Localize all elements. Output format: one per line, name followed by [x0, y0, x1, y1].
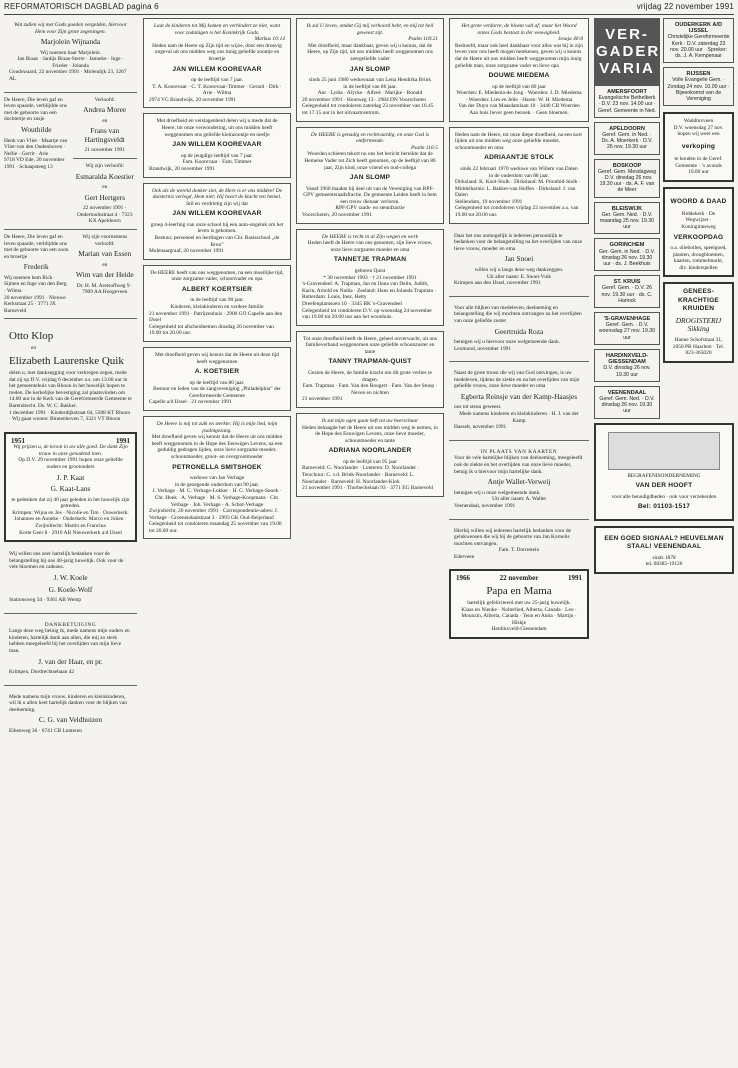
notice-name: J. W. Koele [53, 573, 88, 582]
notice-name: JAN WILLEM KOOREVAAR [172, 141, 262, 149]
notice-name: Andrea Moree [83, 105, 127, 115]
meeting-place: VEENENDAAL [607, 389, 647, 396]
notice-address: Van der Duyn van Maasdamlaan 10 · 3440 CB Woerden [458, 103, 580, 110]
notice-heading: IN PLAATS VAN KAARTEN [480, 448, 558, 455]
notice-name: Esmaralda Koestier [75, 171, 134, 181]
meeting-details: Ger. Gem. Ned. · D.V. maandag 25 nov. 19.30 uur [599, 211, 655, 231]
notice-parents: Wij noemen hem Rick · Sijmen en Inge van den Berg · Wilma [4, 274, 67, 294]
meeting-place: ST. KRUIS [613, 279, 641, 286]
notice-address: Dreefenplantsoen 10 · 3345 BK 's-Gravendeel [302, 300, 402, 307]
ad-word: WOORD [670, 197, 698, 205]
notice-age: in de leeftijd van 86 jaar. [343, 83, 397, 90]
vergader-right [663, 18, 734, 423]
notice-age: op de leeftijd van 7 jaar. [190, 77, 244, 84]
notice-quote: Wat zullen wij met Gods goeden vergelden, hiervoor Hem voor Zijn grote zegeningen. [14, 22, 127, 35]
notice-address: Stationsweg 34 · 9361 AB Wemp [9, 597, 82, 603]
divider [4, 92, 137, 93]
notice-family: 's-Gravendeel: A. Trapman, Jan en Ilona van Delin, Judith, Karin, Arnold en Nadia · Zeeland: Hans en Jolanda Trapman · Rotterdam: Louis, Inez, Hetty [302, 281, 437, 301]
notice-address: Molenaargraaf, 20 november 1991 [149, 248, 224, 255]
meeting-place: OUDERKERK A/D IJSSEL [674, 22, 723, 35]
notice-death-miedema [449, 18, 589, 122]
notice-row-2 [4, 234, 137, 314]
notice-address: Krimpen, Dordrechtsebaan 42 [9, 669, 75, 676]
ad-word: DAAD [706, 197, 727, 205]
meeting-details: Volle Evangelie Gem. · Zondag 24 nov. 10.00 uur · Bijeenkomst van de Vereniging [667, 77, 730, 103]
notice-family: Ant · Lydia · Alycke · Alfred · Marijke · Ronald [317, 90, 423, 97]
divider [4, 318, 137, 319]
notice-text: Tot onze droefheid heeft de Heere, geheel onverwacht, uit ons familieverband weggenomen onze geliefde schoonzuster en tante [303, 335, 437, 355]
notice-quote: Ook als de wereld donker ziet, de Here is er ons midden! De duisternis verlegd, Hem niet; Hij hoort de klacht ten hemel. [152, 187, 282, 201]
notice-name: G. Koele-Wolf [48, 584, 93, 594]
notice-text: Mede namens mijn vrouw, kinderen en kleinkinderen, wil ik u allen heel hartelijk danken voor de blijken van deelneming. [9, 693, 127, 713]
notice-address: Krimpen aan den IJssel, november 1991 [454, 280, 541, 287]
meeting-details: Christelijke Gereformeerde Kerk · D.V. zaterdag 23 nov. 20.00 uur · Spreker: ds. J. A. Kempenaar [667, 34, 730, 60]
vergader-left [594, 18, 660, 423]
notice-age: op de jeugdige leeftijd van 7 jaar. [181, 152, 253, 159]
notice-name: Wim van der Heide [75, 270, 134, 280]
notice-name: PETRONELLA SMITSHOEK [172, 463, 262, 471]
meeting-place: RIJSSEN [686, 71, 711, 78]
notice-name: Geertruida Roza [494, 326, 544, 336]
notice-name: J. van der Haar, en pr. [38, 656, 103, 666]
notice-address: Dr. H. M. Aretsoffweg 9 · 7909 AA Hoogeveen [76, 282, 133, 296]
notice-text: De Heere, Die leven gaf en leven spaarde, verblijdde ons met de geboorte van een dochtertje en zusje [4, 96, 67, 123]
notice-age: op de leeftijd van 95 jaar [343, 458, 397, 465]
notice-death-trapman-2 [296, 331, 444, 408]
notice-name: JAN SLOMP [349, 174, 391, 182]
notice-name: TANNY TRAPMAN-QUIST [328, 358, 412, 366]
notice-subtitle: betuigen wij u hiervoor onze welgemeende dank. [454, 339, 561, 345]
divider [73, 158, 138, 159]
notice-age: in de leeftijd van 90 jaar. [190, 297, 244, 304]
divider [449, 296, 589, 297]
notice-birth-marjolein [4, 18, 137, 87]
notice-death-koorevaar-1 [143, 18, 291, 108]
notice-parents: Wij noemen haar Marjolein. [40, 49, 101, 56]
meeting-item [594, 349, 660, 382]
notice-text: groep 4-leerling van onze school bij een auto-ongeluk om het leven is gekomen. [150, 221, 284, 235]
meeting-place: HARDINXVELD-GIESSENDAM [605, 352, 649, 366]
meeting-item [594, 122, 660, 155]
meeting-details: Geref. Gem. in Ned. · Ds. A. Moerkerk · D.V. 26 nov. 19.30 uur [601, 132, 653, 151]
notice-text: Heden behaagde het de Heere uit ons midden weg te nemen, in de Hope des Eeuwigen Levens, onze lieve moeder, schoonmoeder en tante [302, 424, 438, 444]
notice-family: Fam. Koorevaar · Fam. Timmer [182, 159, 252, 166]
notice-age: in de ouderdom van 88 jaar. [488, 172, 550, 179]
notice-name: C. G. van Veldhuizen [38, 715, 103, 725]
notice-death-slomp-1 [296, 18, 444, 122]
notice-text: Woorden schieten tekort nu ons het bericht bereikte dat de Hemelse Vader tot Zich heeft genomen, op de leeftijd van 86 jaar, Zijn kind, onze vriend en oud-collega [304, 151, 436, 171]
notice-name: JAN WILLEM KOOREVAAR [172, 210, 262, 218]
notice-name: TANNETJE TRAPMAN [333, 256, 407, 264]
meeting-details: Geref. Gem. · D.V. woensdag 27 nov. 19.30 uur [598, 322, 656, 341]
meeting-item [594, 202, 660, 235]
divider [449, 519, 589, 520]
notice-name: ADRIAANTJE STOLK [484, 154, 554, 162]
notice-quote: Het grote verdorre, de bloem valt af; maar het Woord onzes Gods bestaat in der eeuwigheid. [461, 23, 577, 36]
notice-heading: DANKBETUIGING [44, 621, 97, 628]
notice-text: Stil en verdrietig zijn wij dat [186, 200, 248, 207]
notice-family: Kinderen, kleinkinderen en verdere familie [170, 304, 264, 311]
meeting-place: BLEISWIJK [611, 205, 643, 212]
meeting-place: GORINCHEM [609, 242, 645, 249]
ad-text: voor alle benodigdheden · ook voor verzekerden [611, 493, 717, 500]
notice-address: 2974 VG Brandwijk, 20 november 1991 [149, 96, 237, 103]
ad-begrafenis [594, 423, 734, 521]
page-header [4, 2, 734, 15]
notice-name: JAN SLOMP [349, 65, 391, 73]
divider [4, 229, 137, 230]
notice-family: Bestuur, personeel en leerlingen van Chr. Basisschool „de Bron” [154, 234, 280, 248]
notice-name: ALBERT KOERTSIER [181, 285, 253, 293]
notice-address: 21 november 1991 · Patrijzenhuis · 2900 GO Capelle aan den IJssel [149, 310, 283, 324]
ad-text: Riddekerk · De Wegwijzer · Koninginneweg [681, 210, 716, 230]
notice-death-koorevaar-2 [143, 113, 291, 177]
notice-thanks-koele [4, 547, 137, 607]
ad-headline: VERKOOPDAG [673, 233, 724, 241]
notice-thanks-vanderkamp [449, 366, 589, 435]
ad-text: o.a. oliebollen, speelgoed, planten, droogbloemen, kaarten, rommelmarkt, div. kinderspellen [670, 245, 727, 271]
notice-address: Stellendam, 19 november 1991 [455, 198, 523, 205]
notice-and: en [102, 184, 108, 191]
ad-headline: KRACHTIGE [678, 296, 719, 304]
notice-thanks-veldhuizen [4, 690, 137, 739]
notice-address: Capelle a/d IJssel · 21 november 1991 [149, 399, 232, 406]
notice-name: Marian van Essen [78, 249, 132, 259]
anniversary-years [456, 575, 582, 582]
meeting-details: Ger. Gem. in Ned. · D.V. dinsdag 26 nov. 19.30 uur · ds. J. Beekhuis [598, 248, 656, 268]
notice-text: Langs deze weg betuig ik, mede namens mijn ouders en kinderen, hartelijk dank aan allen, die mij zo sterk hebben meegeleefd bij het overlijden van mijn lieve man. [9, 628, 130, 654]
notice-thanks-wallet [449, 445, 589, 514]
notice-subtitle: weduwe van Jan Verhage [189, 475, 245, 482]
notice-text: De HEERE heeft van ons weggenomen, na een moeilijke tijd, onze zorgzame vader, schoonvader en opa [150, 269, 284, 283]
notice-text: Op D.V. 29 november 1991 hopen onze geliefde ouders en grootouders [18, 457, 123, 471]
notice-death-koorevaar-3 [143, 183, 291, 260]
year-start: 1951 [11, 436, 25, 445]
ad-phone: tel. 08385-19126 [645, 561, 683, 568]
notice-anniversary-papa-mama [449, 569, 589, 639]
notice-name: Frederik [23, 262, 49, 272]
meeting-item [594, 159, 660, 198]
notice-quote: Ik zal mijn ogen gaan heft tot uw heerschaar [321, 417, 419, 424]
notice-subtitle: sinds 25 juni 1980 weduwnaar van Lena Hendrika Brink [308, 77, 432, 84]
notice-birth-wouthilde [4, 97, 69, 225]
notice-name: DOUWE MIEDEMA [488, 72, 550, 80]
meeting-details: Geref. Gem. Ned. · D.V. dinsdag 26 nov. 19.30 uur [599, 395, 655, 415]
notice-family: J. Verhage · M. C. Verhage-Lokker · H. C. Verhage-Snoek · Chr. Hoek · A. Verhage · M. S. Verhage-Koopmans · Chr. Verhage · Joh. Verhage · A. Schot-Verhage [152, 488, 282, 508]
vergader-varia-logo [594, 18, 660, 85]
notice-address: 20 november 1991 · Nieuwe Kerkstraat 25 · 3771 JX Barneveld [4, 294, 66, 314]
notice-age: op de leeftijd van 80 jaar. [189, 379, 245, 386]
notice-address: Eibenweg 36 · 6741 CB Lunteren [9, 727, 82, 734]
divider [449, 440, 589, 441]
notice-text: Gelegenheid tot condoleren D.V. op woensdag 24 november van 19.00 tot 20.00 uur aan het woonhuis. [302, 307, 432, 321]
notice-address: Hasselt, november 1991 [454, 424, 507, 431]
notice-family: Jan Braas · Janlijs Braas-Sterre · Janneke · Inge · Frieder · Jolanda [17, 56, 124, 69]
notice-name: Otto Klop [9, 330, 54, 343]
notice-address: 20 november 1991 · Houtweg 13 · 2984 DN Voorschoten [302, 96, 426, 103]
notice-name: G. Kaat-Lans [50, 484, 91, 494]
meeting-place: BOSKOOP [612, 162, 642, 169]
notice-death-noorlander [296, 413, 444, 497]
ad-brand: DROGISTERIJ Sikking [675, 315, 722, 334]
ad-address: Hanne Schofstraat 31, 2050 PB Haarlem · Tel. 023-365020 [672, 336, 725, 357]
notice-text: Daar het ons onmogelijk is iedereen persoonlijk te bedanken voor de belangstelling na het overlijden van onze lieve vrouw, moeder en oma [454, 232, 583, 252]
notice-quote: Laat de kinderen tot Mij komen en verhindert ze niet, want voor zodanigen is het Koninkrijk Gods. [153, 23, 281, 36]
notice-reference: Psalm 118:21 [408, 36, 438, 43]
ad-title: Waddinxveen [683, 118, 714, 125]
notice-address: Lexmond, november 1991 [454, 345, 512, 352]
notice-name: Wouthilde [20, 125, 52, 135]
house-illustration [608, 432, 720, 470]
meeting-details: D.V. dinsdag 26 nov. 19.30 uur [603, 365, 651, 378]
notice-address: Korte Geer 8 · 2910 AB Nieuwerkerk a/d IJssel [19, 529, 122, 536]
notice-family: Bestuur en leden van de zangvereniging „Philadelphia” der Gereformeerde Gemeente [153, 386, 281, 399]
meeting-place: AMERSFOORT [607, 89, 647, 95]
notice-address: 21 november 1991 · Thorbeckelaan 93 · 3771 EG Barneveld [302, 485, 433, 492]
notice-name: Marjolein Wijnanda [40, 37, 101, 47]
notice-family: T. A. Koorevaar · C. T. Koorevaar-Timmer · Gerard · Dirk · Arie · Wilma [152, 83, 282, 97]
notice-subtitle: ons tot steun geweest. [454, 404, 502, 411]
notice-family: RPF/GPV raads- en steunfractie [335, 205, 405, 212]
ad-sikking [663, 282, 734, 362]
notice-name: J. P. Kaat [56, 472, 85, 482]
ad-text: te houden in de Geref. Gemeente · ’s avonds 19.00 uur [674, 156, 723, 176]
column-5 [594, 18, 734, 1062]
notice-age: in de gezegende ouderdom van 90 jaar. [174, 481, 260, 488]
notice-quote: De HEERE is genadig en rechtvaardig, en onze God is ontfermende. [310, 131, 430, 145]
notice-subtitle: geboren Quist [354, 267, 386, 274]
notice-family: Uit aller naam: E. Snoei-Vuik [486, 273, 552, 280]
notice-family: Fam. Trapman · Fam. Van den Boogert · Fam. Van der Stoep · Neven en nichten [302, 383, 438, 396]
notice-text: Aan huis liever geen bezoek. · Geen bloemen. [469, 110, 569, 117]
notice-death-koetsier [143, 347, 291, 411]
notice-text: Bedroefd, maar ook heel dankbaar voor alles wat hij in zijn leven voor ons heeft mogen betekenen, geven wij u kennis dat de Heere uit ons midden heeft weggenomen mijn innig geliefde man, onze zorgzame vader en lieve opa [455, 42, 583, 69]
ad-woord-en-daad [663, 187, 734, 278]
notice-quote: Ik zal U loven, omdat Gij mij verhoord hebt, en mij tot heil geweest zijt. [306, 23, 434, 36]
notice-family: Uit aller naam: A. Wallet [492, 496, 546, 503]
ad-title: BEGRAFENISONDERNEMING [627, 472, 701, 479]
meeting-item [663, 18, 734, 63]
ad-headline: verkoping [681, 143, 716, 151]
notice-quote: De HEERE is recht in al Zijn wegen en werk [321, 233, 419, 240]
notice-text: Heden nam de Heere, tot onze diepe droefheid, na een kort lijden uit ons midden weg onze geliefde moeder, schoonmoeder en oma [455, 131, 582, 151]
notice-text: Gelegenheid tot condoleren zaterdag 23 november van 16.45 tot 17.15 uur in het uitvaartcentrum. [302, 103, 434, 117]
notice-text: te gedenken dat zij 40 jaar geleden in het huwelijk zijn getreden. [11, 496, 130, 510]
notice-text: Met droefheid en verslagenheid delen wij u mede dat de Heere, tot onze verwondering, uit ons midden heeft weggenomen ons geliefde kleinzoontje en neefje [156, 118, 278, 138]
notice-address: Zwijndrecht, 20 november 1991 · Correspondentie-adres: J. Verhage · Groenendaalstraat 3 · 2993 GK Oud-Beijerland [149, 508, 279, 521]
column-4 [449, 18, 589, 1062]
notice-and: en [102, 261, 108, 268]
notice-family: Dirksland: K. Kool-Stolk · Dirksland: M. Pronthid-Stolk · Middelharnis: L. Bakker-van Hoffen · Dirksland: J. van Dalen [455, 179, 581, 199]
notice-name: Frans van Hartingsveldt [84, 126, 125, 144]
column-2 [143, 18, 291, 1062]
notice-name: Antje Wallet-Verweij [487, 477, 551, 487]
notice-reference: Jesaja 40:8 [557, 36, 583, 43]
notice-address: Voorschoten, 20 november 1991 [302, 212, 372, 219]
notice-text: delen u, met dankzegging voor verkregen zegen, mede dat zij op D.V. vrijdag 6 december a.s. om 13.00 uur in het gemeentehuis van Rhoon in het huwelijk hopen te treden. De kerkelijke bevestiging zal plaatsvinden om 14.00 uur in de Kerk van de Gereformeerde Gemeente te Barendrecht. Ds. W. C. Bakker. [9, 369, 132, 409]
meeting-item [594, 238, 660, 271]
divider [449, 361, 589, 362]
brand-line: VER- [605, 26, 649, 43]
notice-text: Voor de vele hartelijke blijken van deelneming, meegeleefd ook de ziekte en het overlijden van onze lieve moeder, betuig ik u hiervoor mijn hartelijke dank. [454, 455, 583, 475]
column-3 [296, 18, 444, 1062]
notice-death-smitshoek [143, 416, 291, 539]
year-start: 1966 [456, 574, 470, 583]
notice-reference: Markus 10:14 [254, 36, 285, 43]
notice-name: ADRIANA NOORLANDER [328, 447, 412, 455]
notice-death-trapman-1 [296, 229, 444, 326]
notice-address: Hardinxveld-Giessendam [491, 626, 547, 633]
notice-text: hartelijk gefeliciteerd met uw 25-jarig huwelijk. [467, 600, 571, 607]
notice-row-1 [4, 97, 137, 225]
notice-family: Woerden: E. Miedema-de Jong · Woerden: J. D. Miedema · Woerden: Lies en Jelle · Haren: W. H. Miedema [456, 90, 582, 103]
notice-text: Voor alle blijken van medeleven, deelneming en belangstelling die wij mochten ontvangen na het overlijden van onze geliefde zuster [454, 304, 582, 324]
notice-age: op de leeftijd van 80 jaar [492, 83, 546, 90]
notice-text: Met droefheid geven wij kennis dat de Heere uit ons midden heeft weggenomen in de Hope des Eeuwigen Levens, na een geduldig gedragen lijden, onze lieve zorgzame moeder, schoonmoeder, groot- en overgrootmoeder [151, 434, 283, 461]
year-end: 1991 [116, 436, 130, 445]
notice-heading: Wij zijn verloofd: [85, 162, 124, 169]
notice-text: Wij willen ons zeer hartelijk bedanken voor de belangstelling bij ons 40-jarig huwelijk. Ook voor de vele bloemen en cadeaus. [9, 551, 124, 571]
ad-headline: KRUIDEN [682, 305, 715, 313]
notice-text: Gelegenheid tot condoleren maandag 25 november van 19.00 tot 20.00 uur. [149, 521, 282, 534]
notice-address: 21 november 1991 [302, 396, 343, 403]
notice-birth-frederik [4, 234, 69, 314]
ad-headline: EEN GOED SIGNAAL? HEUVELMAN STAAL! VEENENDAAL [604, 534, 724, 551]
ad-headline: GENEES- [682, 288, 715, 296]
meeting-item [594, 275, 660, 308]
notice-and: en [31, 345, 37, 352]
meeting-place: 'S-GRAVENHAGE [603, 316, 651, 323]
ad-since: sinds 1878 [652, 554, 676, 561]
meeting-item [594, 312, 660, 345]
ad-headline: VAN DER HOOFT [635, 482, 693, 490]
meeting-details: Evangelische Bethelkerk · D.V. 23 nov. 14.00 uur · Geref. Gemeente in Ned. [598, 95, 656, 114]
notice-text: Heden heeft de Heere van ons genomen, zijn lieve vrouw, onze lieve zorgzame moeder en oma [307, 240, 433, 253]
notice-text: Gezien de Heere, de familie kracht om dit grote verlies te dragen. [308, 369, 432, 383]
notice-text: Gelegenheid tot afscheidnemen dinsdag 26 november van 19.00 tot 20.00 uur. [149, 323, 274, 337]
anniversary-years [11, 438, 130, 445]
notice-text: Naast de grote troost die wij van God ontvingen, is uw medeleven, tijdens de ziekte en na het overlijden van mijn geliefde vrouw, onze lieve moeder en oma [454, 370, 580, 390]
divider [4, 685, 137, 686]
notice-death-stolk [449, 127, 589, 224]
meeting-item [594, 85, 660, 118]
notice-engagement-marian [73, 234, 138, 314]
notice-text: Gelegenheid tot condoleren vrijdag 22 november a.s. van 19.00 tot 20.00 uur. [455, 205, 579, 219]
notice-heading: Wij zijn voornemens verloofd: [82, 233, 128, 247]
notice-thanks-haar [4, 618, 137, 680]
notice-name: JAN WILLEM KOOREVAAR [172, 65, 262, 73]
meeting-details: Geref. Gem. Mesdagweg · D.V. dinsdag 26 nov. 19.30 uur · ds. A. F. van de Meer [598, 168, 656, 194]
notice-name: Gert Hertgers [84, 192, 125, 202]
ad-text: D.V. woensdag 27 nov. hopen wij weer een [673, 124, 724, 138]
notice-text: De Heere, Die leven gaf en leven spaarde, verblijdde ons met de geboorte van een zoon en broertje [4, 233, 69, 260]
column-1 [4, 18, 137, 1062]
notice-reference: Psalm 116:5 [411, 144, 438, 151]
notice-quote: Wij prijzen u, de kroon in uw alle goed. De dank Zijn trouw in onze genadend toen. [13, 444, 128, 457]
notice-engagement-andrea [73, 97, 138, 225]
notice-subtitle: betuigen wij u onze welgemeende dank. [454, 489, 541, 496]
notice-text: Hierbij willen wij iedereen hartelijk bedanken voor de gelukwensen die wij bij de geboorte van Jan Kornelis mochten ontvangen. [454, 527, 571, 547]
notice-quote: De Heere is mij tot zulk en sterkte; Hij is mijn lied, mijn psalmgezang. [156, 421, 278, 434]
ad-ampersand: & [699, 197, 705, 205]
notice-name: Papa en Mama [486, 585, 552, 598]
meeting-item [663, 67, 734, 106]
brand-line: VARIA [599, 60, 655, 77]
notice-address: 1 december 1991 · Kinderdijkstraat 64, 5308 KT Rhoon · Wij gaan wonen: Binnenhoven 7, 3321 VT Rhoon [9, 409, 131, 423]
notice-name: Egberta Reinsje van der Kamp-Haasjes [460, 391, 578, 401]
meeting-place: APELDOORN [609, 125, 645, 132]
notice-wedding-klop [4, 323, 137, 426]
notice-address: Goudswaard, 22 november 1991 · Molendijk 23, 3267 AL [9, 69, 127, 83]
notice-date: 21 november 1991 [84, 147, 125, 154]
notice-thanks-roza [449, 301, 589, 356]
notice-address: Brandwijk, 20 november 1991 [149, 165, 215, 172]
notice-dates: * 30 november 1903 · † 21 november 1991 [323, 274, 417, 281]
notice-address: Ederveen [454, 553, 475, 560]
notice-anniversary-kaat [4, 432, 137, 543]
anniversary-date: 22 november [499, 574, 539, 583]
notice-parents: Henk van Vliet · Maartje van Vliet-van den Oudenhoven · Nellie · Gerrit · Arie [4, 137, 68, 157]
notice-address: Veenendaal, november 1991 [454, 502, 516, 509]
ad-headline [670, 196, 727, 208]
page-date: vrijdag 22 november 1991 [636, 2, 734, 11]
notice-family: Krimpen: Wijna en Jos · Nicolie en Tim · Ouwerkerk: Johannes en Anneke · Ouderkerk: Marco en Jolien · Zwijndrecht: Martin en Francina [12, 509, 129, 530]
ad-phone: Bel: 01103-1517 [637, 503, 691, 511]
notice-family: Klaas en Nienke · Nolterlied, Alberta, Canada · Leo · Mounzin, Alberta, Canada · Teun en Anita · Martijn · Hiskje [461, 606, 577, 626]
notice-subtitle: willen wij u langs deze weg dankzeggen. [474, 266, 564, 273]
notice-text: Met droefheid geven wij kennis dat de Heere uit deze tijd heeft weggenomen [155, 352, 279, 365]
ad-heuvelman [594, 526, 734, 574]
notice-name: Fam. T. Dorrestein [498, 547, 540, 554]
paper-title: REFORMATORISCH DAGBLAD pagina 6 [4, 2, 159, 11]
notice-thanks-dorrestein [449, 524, 589, 565]
notice-name: Elizabeth Laurenske Quik [9, 354, 124, 367]
notice-subtitle: sinds 22 februari 1970 weduwe van Willem van Dalen [460, 165, 578, 172]
vergader-section [594, 18, 734, 423]
notice-name: A. KOETSIER [194, 368, 240, 376]
notice-address: 9718 VD Ede, 20 november 1991 · Schaapsteeg 13 [4, 157, 65, 170]
notice-death-koertsier [143, 265, 291, 342]
notice-thanks-snoei [449, 229, 589, 291]
notice-family: Barneveld: G. Noorlander · Lunteren: D. Noorlander · Terschuur: C. v.d. Brink-Noorlander · Barneveld: L. Noorlander · Barneveld: H. Noorlander-Klok [302, 465, 420, 485]
ad-verkoping [663, 112, 734, 182]
notice-text: Vanaf 1960 maakte hij deel uit van de Vereniging van RPF-GPV gemeenteraadsfractie. De gemeente Leiden heeft in hem een trouw dienaar verloren. [303, 185, 437, 205]
notice-text: Heden nam de Heere op Zijn tijd en wijze, door een droevig ongeval uit ons midden weg ons innig geliefde zoontje en broertje [152, 42, 282, 62]
notice-death-slomp-2 [296, 127, 444, 224]
notice-text: Met droefheid, maar dankbaar, geven wij u kennis, dat de Heere, op Zijn tijd, uit ons midden heeft weggenomen ons zeergeliefde vader [307, 42, 433, 62]
notice-address: 22 november 1991 · Ondertoolnstraat 4 · 7323 KX Apeldoorn [76, 205, 133, 225]
notice-heading: Verloofd: [94, 96, 115, 103]
year-end: 1991 [567, 574, 582, 583]
notice-family: Mede namens kinderen en kleinkinderen · H. J. van der Kamp [459, 411, 579, 424]
meeting-details: Geref. Gem. · D.V. 26 nov. 19.30 uur · ds. C. Harinck [601, 285, 653, 304]
notice-name: Jan Snoei [504, 254, 534, 264]
meeting-item [594, 386, 660, 419]
notice-and: en [102, 117, 108, 124]
brand-line: GADER [596, 43, 661, 60]
divider [4, 613, 137, 614]
